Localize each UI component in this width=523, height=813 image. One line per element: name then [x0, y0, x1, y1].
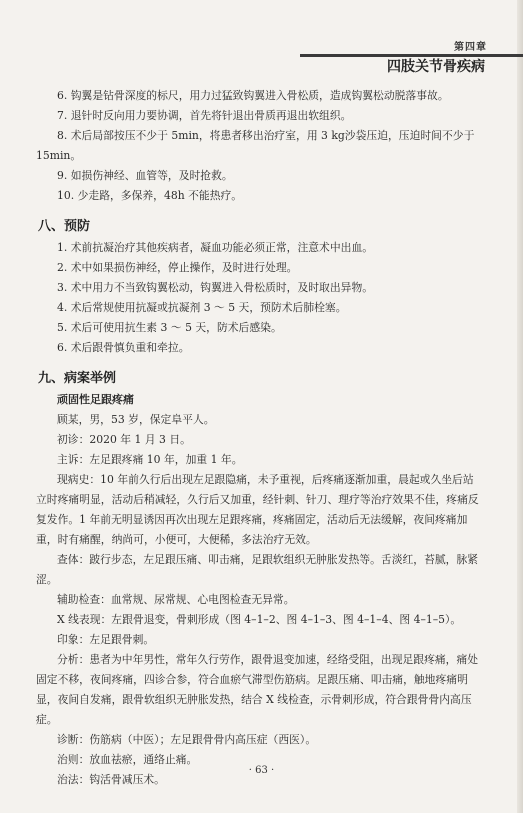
prevention-item: 1. 术前抗凝治疗其他疾病者，凝血功能必须正常，注意术中出血。	[57, 241, 374, 254]
step-7: 7. 退针时反向用力要协调，首先将针退出骨质再退出软组织。	[57, 109, 352, 122]
prevention-item: 6. 术后跟骨慎负重和牵拉。	[57, 341, 190, 354]
step-9: 9. 如损伤神经、血管等，及时抢救。	[57, 169, 233, 182]
case-patient: 顾某，男，53 岁，保定阜平人。	[57, 413, 215, 426]
case-xray: X 线表现：左跟骨退变，骨刺形成（图 4–1–2、图 4–1–3、图 4–1–4、图 4–1–5）。	[57, 613, 462, 626]
case-method: 治法：钩活骨减压术。	[57, 773, 165, 786]
section-heading-prevention: 八、预防	[38, 219, 91, 234]
case-principle: 治则：放血祛瘀，通络止痛。	[57, 753, 198, 766]
case-impression: 印象：左足跟骨刺。	[57, 633, 155, 646]
page-body	[36, 86, 479, 790]
running-header-title: 四肢关节骨疾病	[387, 59, 485, 75]
case-diagnosis: 诊断：伤筋病（中医）；左足跟骨骨内高压症（西医）。	[57, 733, 317, 746]
case-title: 顽固性足跟疼痛	[57, 393, 134, 406]
prevention-item: 2. 术中如果损伤神经，停止操作，及时进行处理。	[57, 261, 298, 274]
case-aux-exam: 辅助检查：血常规、尿常规、心电图检查无异常。	[57, 593, 295, 606]
case-exam: 查体：跛行步态，左足跟压痛、叩击痛，足跟软组织无肿胀发热等。舌淡红，苔腻，脉紧涩。	[36, 553, 479, 586]
prevention-item: 4. 术后常规使用抗凝或抗凝剂 3 ～ 5 天，预防术后肺栓塞。	[57, 301, 347, 314]
case-first-visit: 初诊：2020 年 1 月 3 日。	[57, 433, 191, 446]
case-analysis: 分析：患者为中年男性，常年久行劳作，跟骨退变加速，经络受阻，出现足跟疼痛，痛处固定不移，夜间疼痛，四诊合参，符合血瘀气滞型伤筋病。足跟压痛、叩击痛，触地疼痛明显，夜间自发痛，跟骨软组织无肿胀发热，结合 X 线检查，示骨刺形成，符合跟骨骨内高压症。	[36, 653, 479, 726]
step-8: 8. 术后局部按压不少于 5min，将患者移出治疗室，用 3 kg沙袋压迫，压迫时间不少于 15min。	[36, 129, 475, 162]
page-number: · 63 ·	[248, 765, 275, 776]
prevention-item: 5. 术后可使用抗生素 3 ～ 5 天，防术后感染。	[57, 321, 282, 334]
prevention-item: 3. 术中用力不当致钩翼松动，钩翼进入骨松质时，及时取出异物。	[57, 281, 374, 294]
case-history: 现病史：10 年前久行后出现左足跟隐痛，未予重视，后疼痛逐渐加重，晨起或久坐后站立时疼痛明显，活动后稍减轻，久行后又加重，经针刺、针刀、理疗等治疗效果不佳，疼痛反复发作。1 年前无明显诱因再次出现左足跟疼痛，疼痛固定，活动后无法缓解，夜间疼痛加重，时有痛醒，纳尚可，小便可，大便稀，多法治疗无效。	[36, 473, 479, 546]
section-heading-case: 九、病案举例	[38, 371, 117, 386]
step-6: 6. 钩翼是钻骨深度的标尺，用力过猛致钩翼进入骨松质，造成钩翼松动脱落事故。	[57, 89, 449, 102]
step-10: 10. 少走路，多保养，48h 不能热疗。	[57, 189, 243, 202]
case-complaint: 主诉：左足跟疼痛 10 年，加重 1 年。	[57, 453, 243, 466]
chapter-label: 第四章	[454, 42, 487, 53]
page-edge	[517, 0, 523, 813]
